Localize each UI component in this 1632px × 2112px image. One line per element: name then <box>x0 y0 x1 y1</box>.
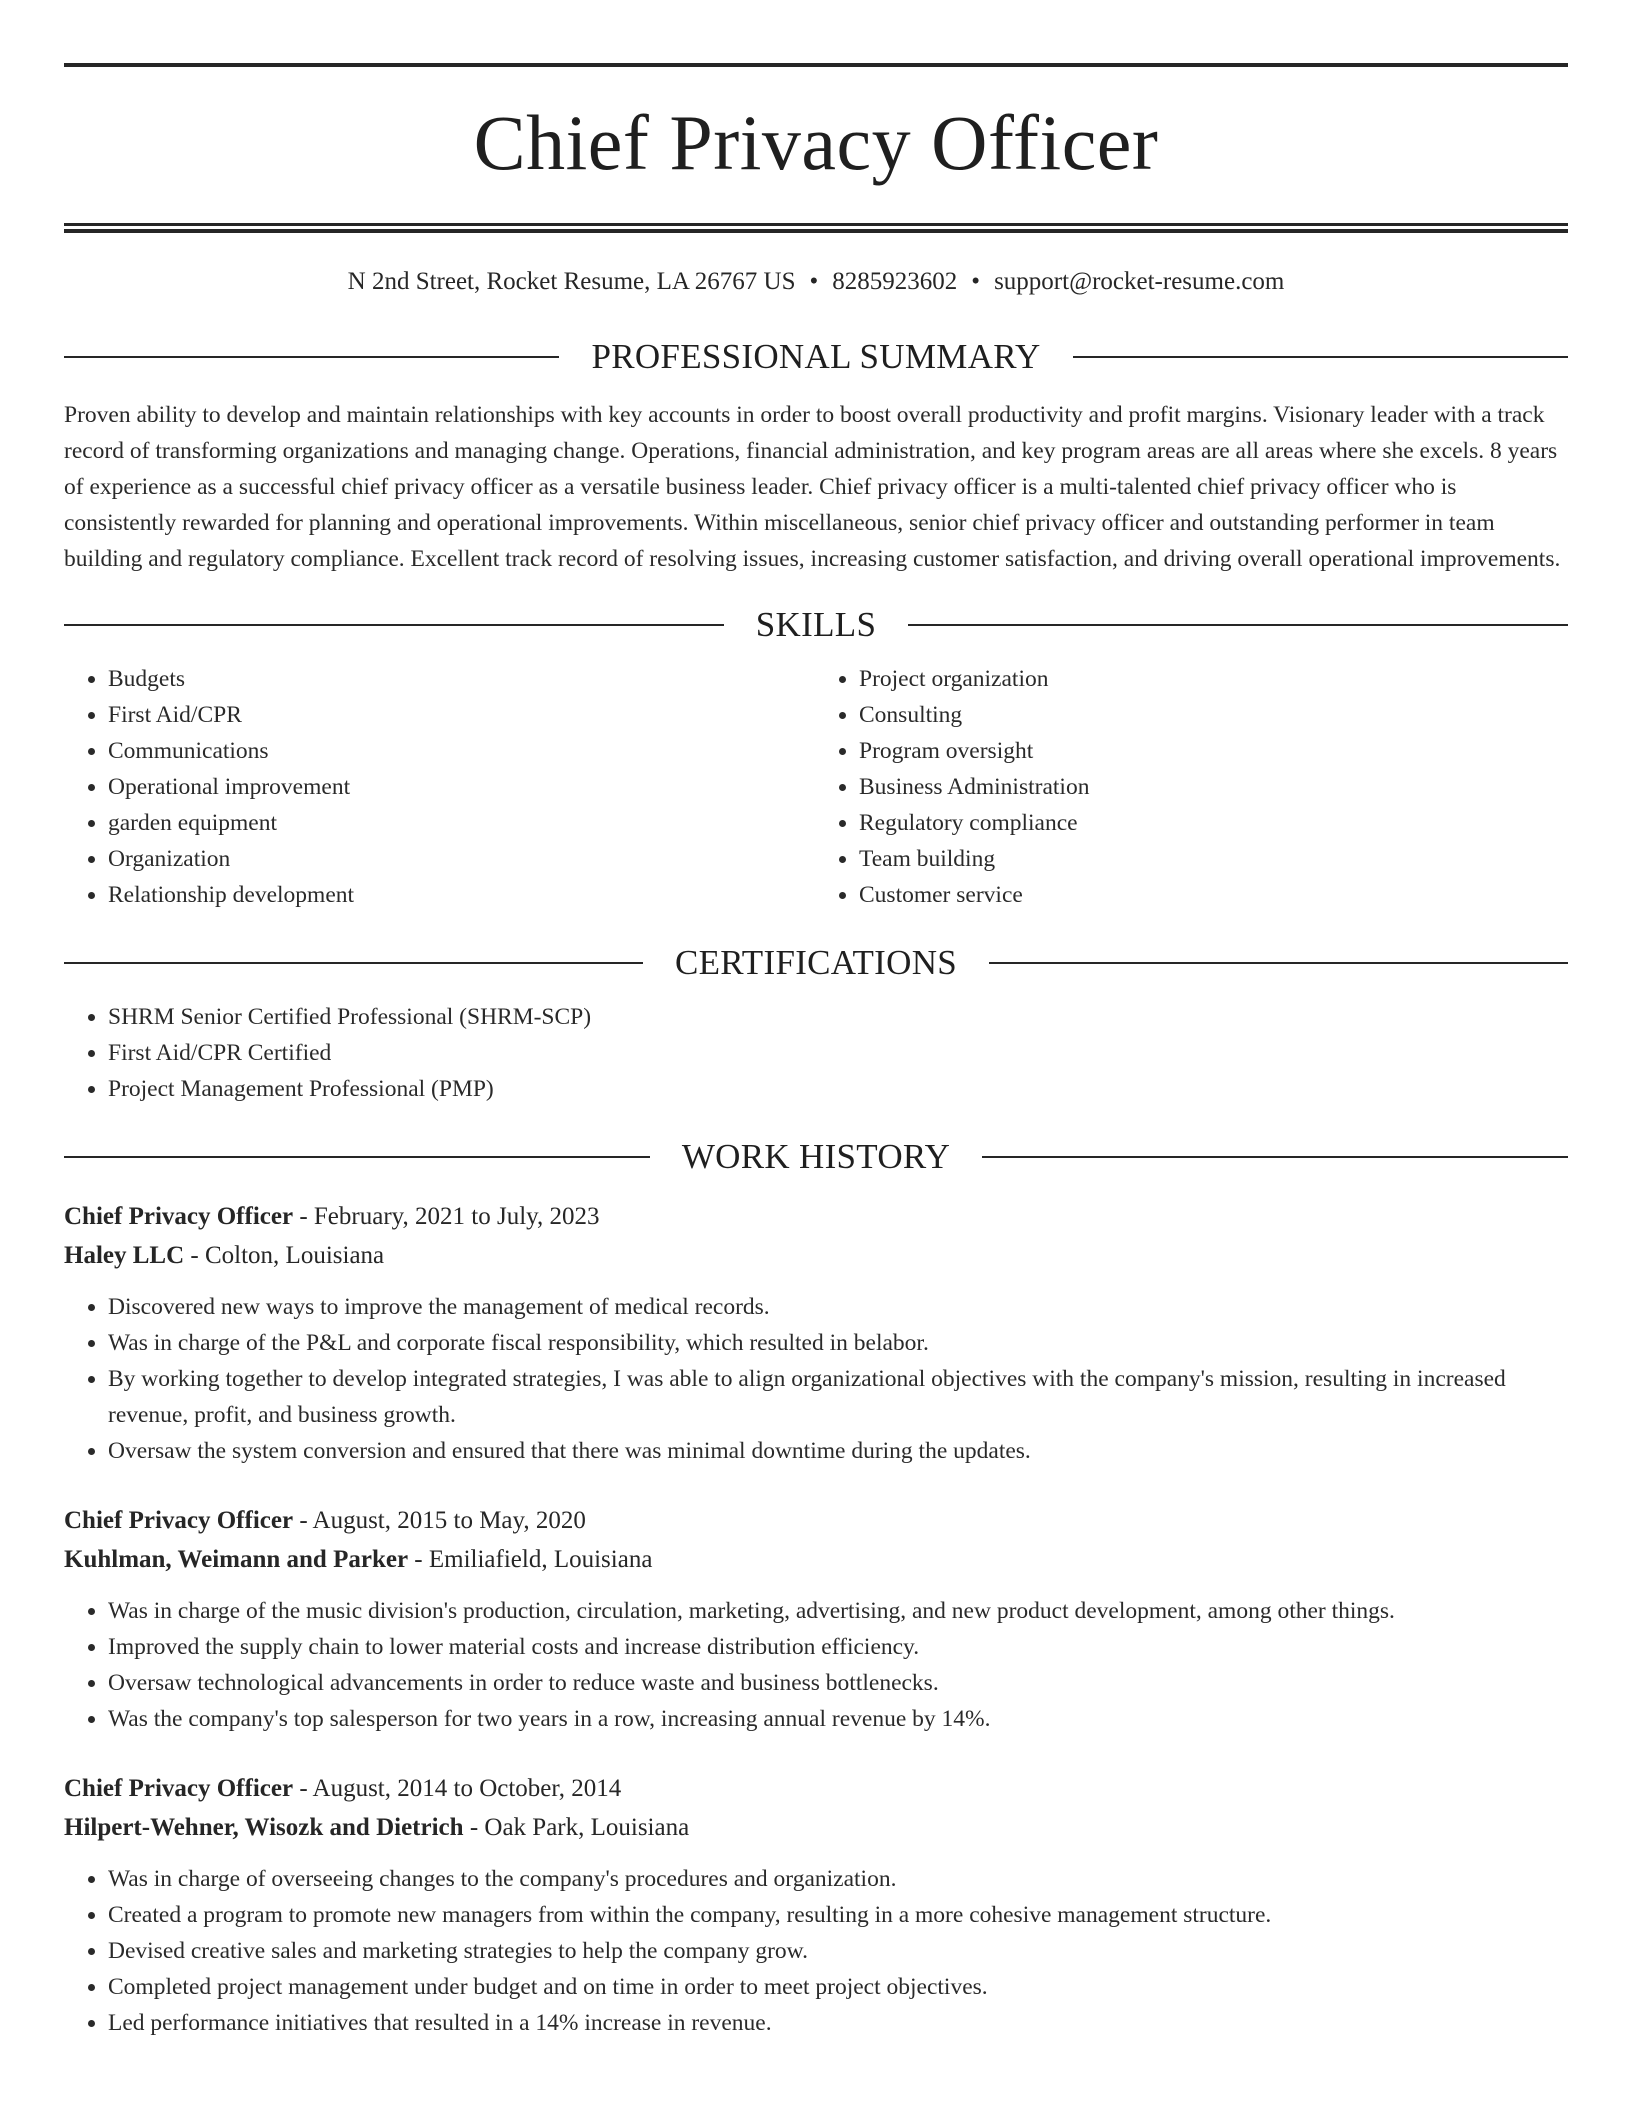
skill-item: • Operational improvement <box>108 769 817 805</box>
contact-separator: • <box>971 268 981 295</box>
job-company-line <box>64 1236 1568 1275</box>
skill-item: • Organization <box>108 841 817 877</box>
job-dates: - August, 2014 to October, 2014 <box>293 1775 622 1802</box>
summary-heading: PROFESSIONAL SUMMARY <box>591 337 1041 376</box>
heading-rule-right <box>1073 356 1568 358</box>
job-bullet: • By working together to develop integrated strategies, I was able to align organizational objectives with the company's mission, resulting in increased revenue, profit, and business growth. <box>108 1361 1568 1433</box>
job-bullet: • Created a program to promote new managers from within the company, resulting in a more cohesive management structure. <box>108 1897 1568 1933</box>
job-bullet: • Was the company's top salesperson for two years in a row, increasing annual revenue by 14%. <box>108 1701 1568 1737</box>
job-company: Hilpert-Wehner, Wisozk and Dietrich <box>64 1814 464 1841</box>
job-bullet: • Improved the supply chain to lower material costs and increase distribution efficiency. <box>108 1629 1568 1665</box>
job-bullet: • Oversaw the system conversion and ensured that there was minimal downtime during the updates. <box>108 1433 1568 1469</box>
skills-left-column <box>64 661 817 913</box>
certification-item: • SHRM Senior Certified Professional (SHRM-SCP) <box>108 999 1568 1035</box>
job-entry <box>64 1501 1568 1737</box>
job-title: Chief Privacy Officer <box>64 1203 294 1230</box>
skills-list <box>64 661 1568 913</box>
skills-section-heading <box>64 605 1568 645</box>
heading-rule-left <box>64 624 724 626</box>
job-location: - Oak Park, Louisiana <box>463 1814 690 1841</box>
contact-address: N 2nd Street, Rocket Resume, LA 26767 US <box>347 268 796 295</box>
job-title-line <box>64 1769 1568 1808</box>
job-bullets <box>64 1593 1568 1737</box>
job-dates: - February, 2021 to July, 2023 <box>293 1203 600 1230</box>
heading-rule-right <box>908 624 1568 626</box>
job-bullet: • Oversaw technological advancements in order to reduce waste and business bottlenecks. <box>108 1665 1568 1701</box>
skill-item: • Customer service <box>859 877 1568 913</box>
resume-title: Chief Privacy Officer <box>473 99 1159 186</box>
job-location: - Colton, Louisiana <box>184 1242 385 1269</box>
heading-rule-right <box>989 962 1568 964</box>
summary-text: Proven ability to develop and maintain relationships with key accounts in order to boost overall productivity and profit margins. Visionary leader with a track record of transforming organizations and managing change. Operations, financial administration, and key program areas are all areas where she excels. 8 years of experience as a successful chief privacy officer as a versatile business leader. Chief privacy officer is a multi-talented chief privacy officer who is consistently rewarded for planning and operational improvements. Within miscellaneous, senior chief privacy officer and outstanding performer in team building and regulatory compliance. Excellent track record of resolving issues, increasing customer satisfaction, and driving overall operational improvements. <box>64 402 1561 572</box>
contact-line <box>64 267 1568 297</box>
certifications-heading: CERTIFICATIONS <box>674 943 958 982</box>
summary-section-heading <box>64 337 1568 377</box>
job-title: Chief Privacy Officer <box>64 1507 294 1534</box>
title-double-rule <box>64 223 1568 233</box>
contact-phone: 8285923602 <box>832 268 958 295</box>
job-title-line <box>64 1197 1568 1236</box>
job-dates: - August, 2015 to May, 2020 <box>293 1507 586 1534</box>
job-bullet: • Led performance initiatives that resulted in a 14% increase in revenue. <box>108 2005 1568 2041</box>
certifications-section-heading <box>64 943 1568 983</box>
skill-item: • Consulting <box>859 697 1568 733</box>
job-entry <box>64 1769 1568 2041</box>
skill-item: • Project organization <box>859 661 1568 697</box>
work-section-heading <box>64 1137 1568 1177</box>
job-bullet: • Was in charge of the P&L and corporate fiscal responsibility, which resulted in belabor. <box>108 1325 1568 1361</box>
heading-rule-left <box>64 356 559 358</box>
job-bullet: • Discovered new ways to improve the management of medical records. <box>108 1289 1568 1325</box>
job-company: Kuhlman, Weimann and Parker <box>64 1546 409 1573</box>
skills-heading: SKILLS <box>755 605 877 644</box>
contact-email: support@rocket-resume.com <box>994 268 1285 295</box>
job-bullet: • Devised creative sales and marketing strategies to help the company grow. <box>108 1933 1568 1969</box>
skill-item: • garden equipment <box>108 805 817 841</box>
skill-item: • Communications <box>108 733 817 769</box>
contact-separator: • <box>809 268 819 295</box>
skill-item: • Program oversight <box>859 733 1568 769</box>
skill-item: • Relationship development <box>108 877 817 913</box>
job-bullets <box>64 1861 1568 2041</box>
job-location: - Emiliafield, Louisiana <box>408 1546 653 1573</box>
work-heading: WORK HISTORY <box>681 1137 951 1176</box>
job-bullet: • Was in charge of overseeing changes to the company's procedures and organization. <box>108 1861 1568 1897</box>
job-bullets <box>64 1289 1568 1469</box>
job-bullet: • Completed project management under budget and on time in order to meet project objectives. <box>108 1969 1568 2005</box>
certification-item: • First Aid/CPR Certified <box>108 1035 1568 1071</box>
skill-item: • Regulatory compliance <box>859 805 1568 841</box>
skill-item: • Business Administration <box>859 769 1568 805</box>
top-rule <box>64 63 1568 67</box>
skill-item: • Team building <box>859 841 1568 877</box>
heading-rule-right <box>982 1156 1568 1158</box>
skill-item: • First Aid/CPR <box>108 697 817 733</box>
skill-item: • Budgets <box>108 661 817 697</box>
job-title-line <box>64 1501 1568 1540</box>
job-entry <box>64 1197 1568 1469</box>
certifications-list <box>64 999 1568 1107</box>
job-company: Haley LLC <box>64 1242 185 1269</box>
heading-rule-left <box>64 1156 650 1158</box>
job-title: Chief Privacy Officer <box>64 1775 294 1802</box>
job-company-line <box>64 1808 1568 1847</box>
heading-rule-left <box>64 962 643 964</box>
skills-right-column <box>817 661 1568 913</box>
certification-item: • Project Management Professional (PMP) <box>108 1071 1568 1107</box>
job-bullet: • Was in charge of the music division's production, circulation, marketing, advertising, and new product development, among other things. <box>108 1593 1568 1629</box>
job-company-line <box>64 1540 1568 1579</box>
